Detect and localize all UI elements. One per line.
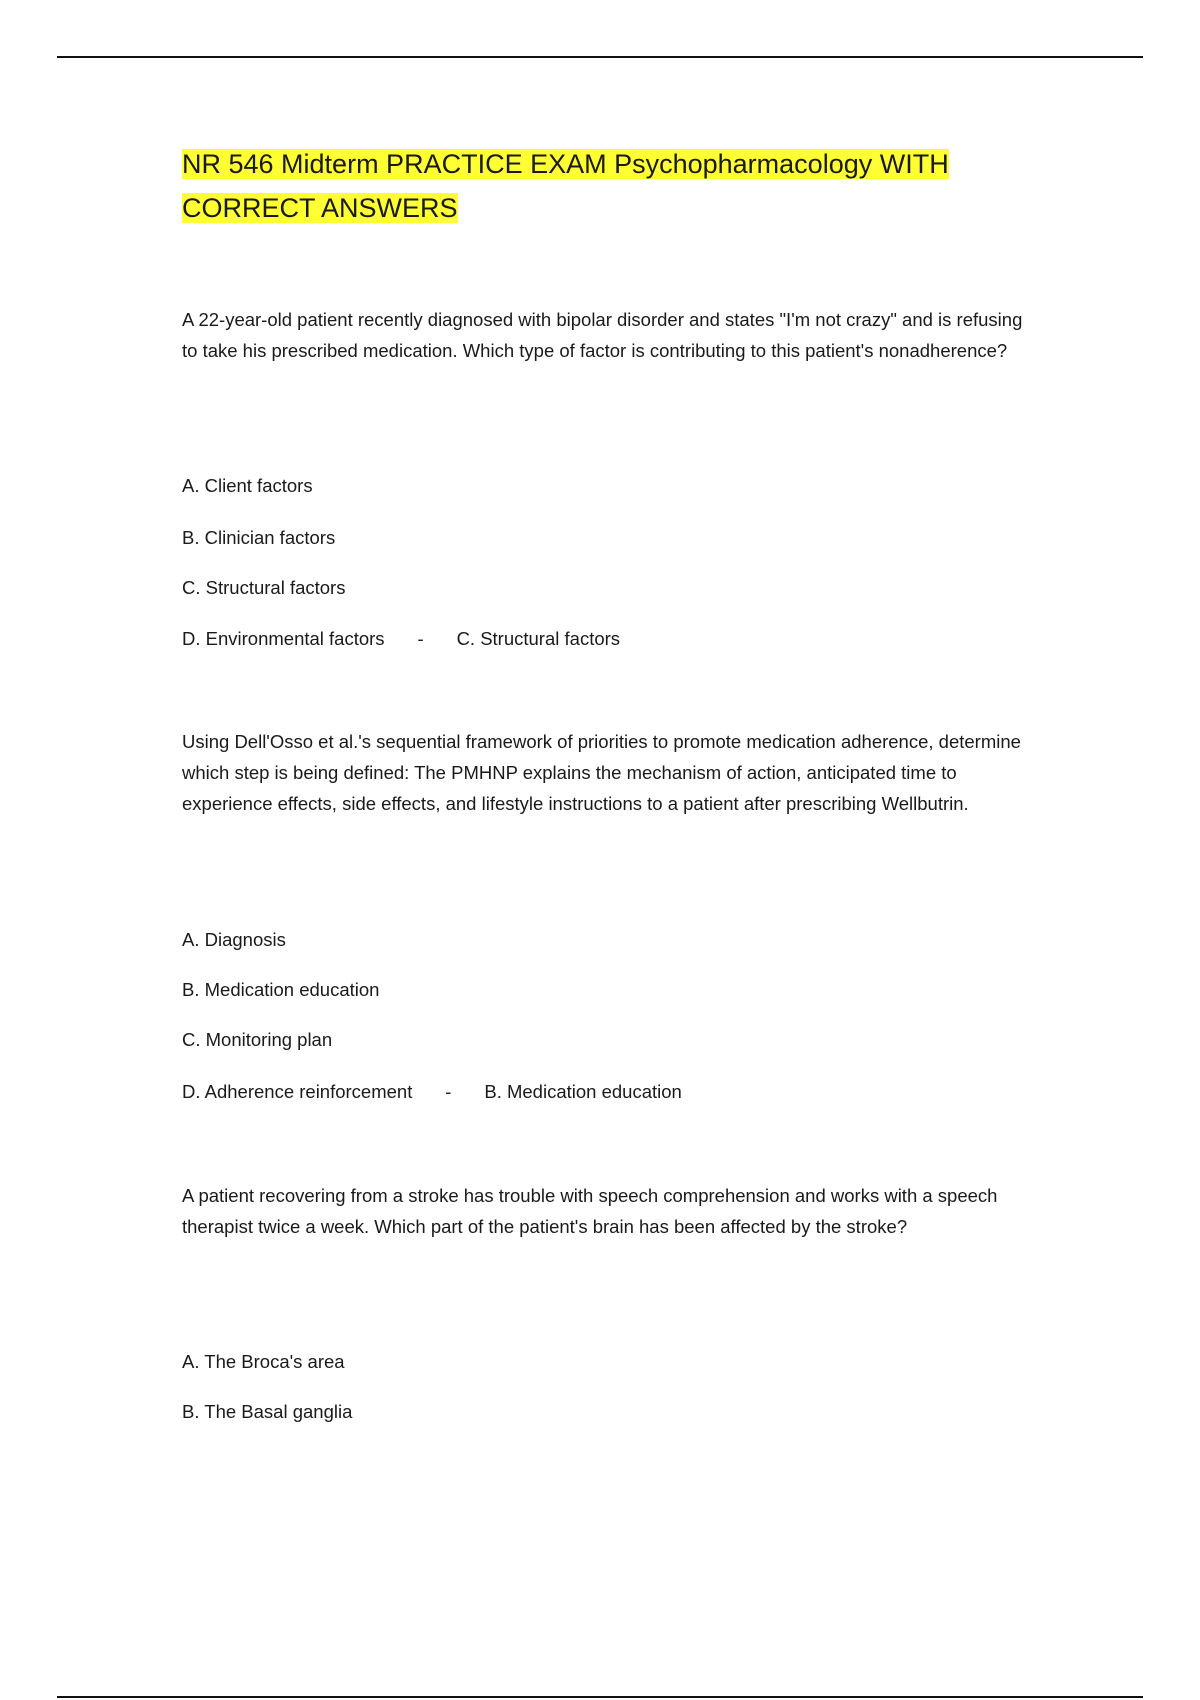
- answer-separator: -: [445, 1081, 452, 1102]
- question-2-option-b: B. Medication education: [182, 979, 380, 1000]
- header-rule: [57, 56, 1143, 58]
- question-2-answer: B. Medication education: [484, 1081, 682, 1102]
- question-3-option-a: A. The Broca's area: [182, 1351, 345, 1372]
- question-2-option-c: C. Monitoring plan: [182, 1029, 333, 1050]
- question-3-text: A patient recovering from a stroke has trouble with speech comprehension and works with a speech therapist twice a week. Which part of the patient's brain has been affected by the stroke?: [182, 1185, 998, 1237]
- question-3-option-b: B. The Basal ganglia: [182, 1401, 353, 1422]
- answer-separator: -: [417, 628, 424, 649]
- question-1-option-c: C. Structural factors: [182, 577, 346, 598]
- document-title: NR 546 Midterm PRACTICE EXAM Psychopharmacology WITH CORRECT ANSWERS: [182, 149, 949, 223]
- question-1-option-b: B. Clinician factors: [182, 527, 336, 548]
- question-1-option-d-row: [182, 627, 620, 651]
- question-2-option-d: D. Adherence reinforcement: [182, 1081, 413, 1102]
- question-1-text: A 22-year-old patient recently diagnosed with bipolar disorder and states "I'm not crazy" and is refusing to take his prescribed medication. Which type of factor is contributing to this patient's nonadherence?: [182, 309, 1023, 361]
- question-2-text: Using Dell'Osso et al.'s sequential framework of priorities to promote medication adherence, determine which step is being defined: The PMHNP explains the mechanism of action, anticipated time to experience effects, side effects, and lifestyle instructions to a patient after prescribing Wellbutrin.: [182, 731, 1021, 814]
- question-1-answer: C. Structural factors: [456, 628, 621, 649]
- question-1-option-d: D. Environmental factors: [182, 628, 385, 649]
- question-2-option-d-row: [182, 1080, 682, 1104]
- footer-rule: [57, 1696, 1143, 1698]
- question-2-option-a: A. Diagnosis: [182, 929, 286, 950]
- question-1-option-a: A. Client factors: [182, 475, 313, 496]
